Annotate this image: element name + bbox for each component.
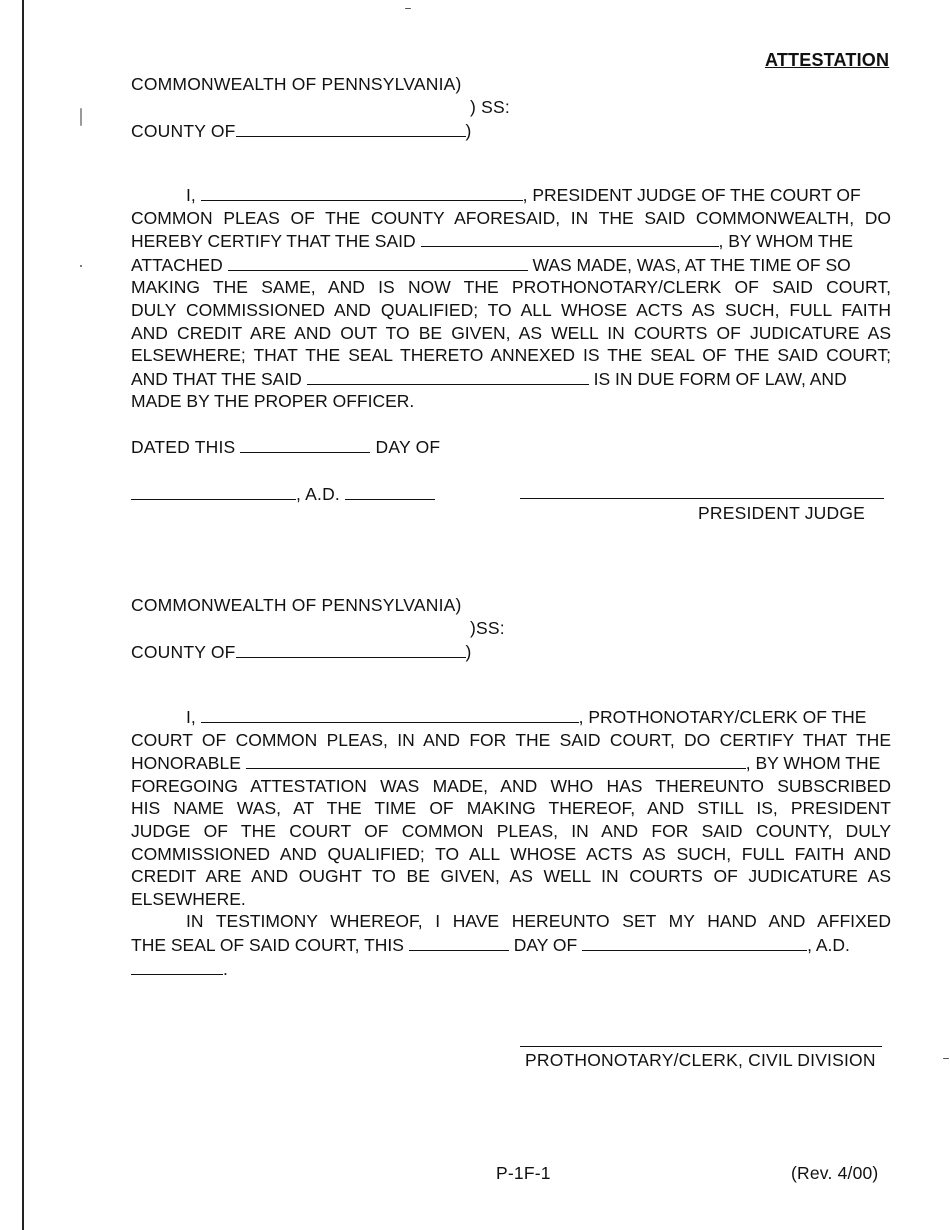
prothonotary-name-blank[interactable] [421, 229, 719, 247]
judge-name-blank[interactable] [201, 183, 523, 201]
clerk-signature-line[interactable] [520, 1046, 882, 1047]
testimony-year-blank[interactable] [131, 957, 223, 975]
county-blank-2[interactable] [236, 640, 466, 658]
county-line-1: COUNTY OF ) [131, 121, 472, 141]
scan-speck [405, 8, 411, 9]
said-doc-blank[interactable] [307, 367, 589, 385]
revision-date: (Rev. 4/00) [791, 1163, 879, 1183]
county-blank-1[interactable] [236, 119, 466, 137]
scan-speck [80, 265, 82, 267]
month-blank-1[interactable] [131, 482, 296, 500]
clerk-name-blank[interactable] [201, 705, 579, 723]
para2-line-2: COURT OF COMMON PLEAS, IN AND FOR THE SAID COURT, DO CERTIFY THAT THE [131, 729, 891, 750]
ad-line-1: , A.D. [131, 482, 435, 505]
year-blank-1[interactable] [345, 482, 435, 500]
page-title: ATTESTATION [765, 50, 890, 70]
attestation-paragraph-2 [131, 705, 891, 980]
para2-line-3: HONORABLE , BY WHOM THE [131, 753, 881, 774]
county-label: COUNTY OF [131, 642, 236, 662]
ss-label-2: )SS: [470, 618, 505, 638]
testimony-day-blank[interactable] [409, 933, 509, 951]
para2-line-7: COMMISSIONED AND QUALIFIED; TO ALL WHOSE ACTS AS SUCH, FULL FAITH AND [131, 843, 891, 864]
scan-speck [80, 108, 82, 126]
honorable-name-blank[interactable] [246, 751, 746, 769]
testimony-month-blank[interactable] [582, 933, 807, 951]
dated-line: DATED THIS DAY OF [131, 437, 441, 457]
para2-line-6: JUDGE OF THE COURT OF COMMON PLEAS, IN AND FOR SAID COUNTY, DULY [131, 820, 891, 841]
scan-edge-line [22, 0, 24, 1230]
para1-line-7: AND CREDIT ARE AND OUT TO BE GIVEN, AS WELL IN COURTS OF JUDICATURE AS [131, 322, 891, 343]
para1-line-3: HEREBY CERTIFY THAT THE SAID , BY WHOM THE [131, 231, 854, 252]
para1-line-1: I, , PRESIDENT JUDGE OF THE COURT OF [186, 185, 861, 205]
para1-line-10: MADE BY THE PROPER OFFICER. [131, 391, 415, 412]
para1-line-4: ATTACHED WAS MADE, WAS, AT THE TIME OF SO [131, 254, 851, 275]
para2-line-12: . [131, 957, 891, 981]
para2-line-4: FOREGOING ATTESTATION WAS MADE, AND WHO HAS THEREUNTO SUBSCRIBED [131, 775, 891, 796]
commonwealth-heading-1: COMMONWEALTH OF PENNSYLVANIA) [131, 74, 462, 94]
para2-line-10: IN TESTIMONY WHEREOF, I HAVE HEREUNTO SET MY HAND AND AFFIXED [186, 911, 891, 932]
para2-line-11: THE SEAL OF SAID COURT, THIS DAY OF , A.D. [131, 934, 850, 955]
ss-label-1: ) SS: [470, 97, 510, 117]
para2-line-8: CREDIT ARE AND OUGHT TO BE GIVEN, AS WELL IN COURTS OF JUDICATURE AS [131, 866, 891, 887]
president-judge-label: PRESIDENT JUDGE [698, 503, 866, 523]
prothonotary-clerk-label: PROTHONOTARY/CLERK, CIVIL DIVISION [525, 1050, 876, 1070]
judge-signature-line[interactable] [520, 498, 884, 499]
county-line-2: COUNTY OF ) [131, 642, 472, 662]
scan-speck [943, 1058, 949, 1059]
para1-line-6: DULY COMMISSIONED AND QUALIFIED; TO ALL WHOSE ACTS AS SUCH, FULL FAITH [131, 299, 891, 320]
para1-line-8: ELSEWHERE; THAT THE SEAL THERETO ANNEXED IS THE SEAL OF THE SAID COURT; [131, 345, 891, 366]
form-number: P-1F-1 [496, 1163, 551, 1183]
commonwealth-heading-2: COMMONWEALTH OF PENNSYLVANIA) [131, 595, 462, 615]
county-label: COUNTY OF [131, 121, 236, 141]
para2-line-9: ELSEWHERE. [131, 888, 246, 909]
attestation-paragraph-1 [131, 183, 891, 413]
attached-doc-blank[interactable] [228, 253, 528, 271]
para1-line-5: MAKING THE SAME, AND IS NOW THE PROTHONOTARY/CLERK OF SAID COURT, [131, 277, 891, 298]
para2-line-5: HIS NAME WAS, AT THE TIME OF MAKING THEREOF, AND STILL IS, PRESIDENT [131, 798, 891, 819]
para2-line-1: I, , PROTHONOTARY/CLERK OF THE [186, 707, 867, 727]
para1-line-9: AND THAT THE SAID IS IN DUE FORM OF LAW, AND [131, 368, 847, 389]
para1-line-2: COMMON PLEAS OF THE COUNTY AFORESAID, IN THE SAID COMMONWEALTH, DO [131, 207, 891, 228]
dated-day-blank[interactable] [240, 435, 370, 453]
